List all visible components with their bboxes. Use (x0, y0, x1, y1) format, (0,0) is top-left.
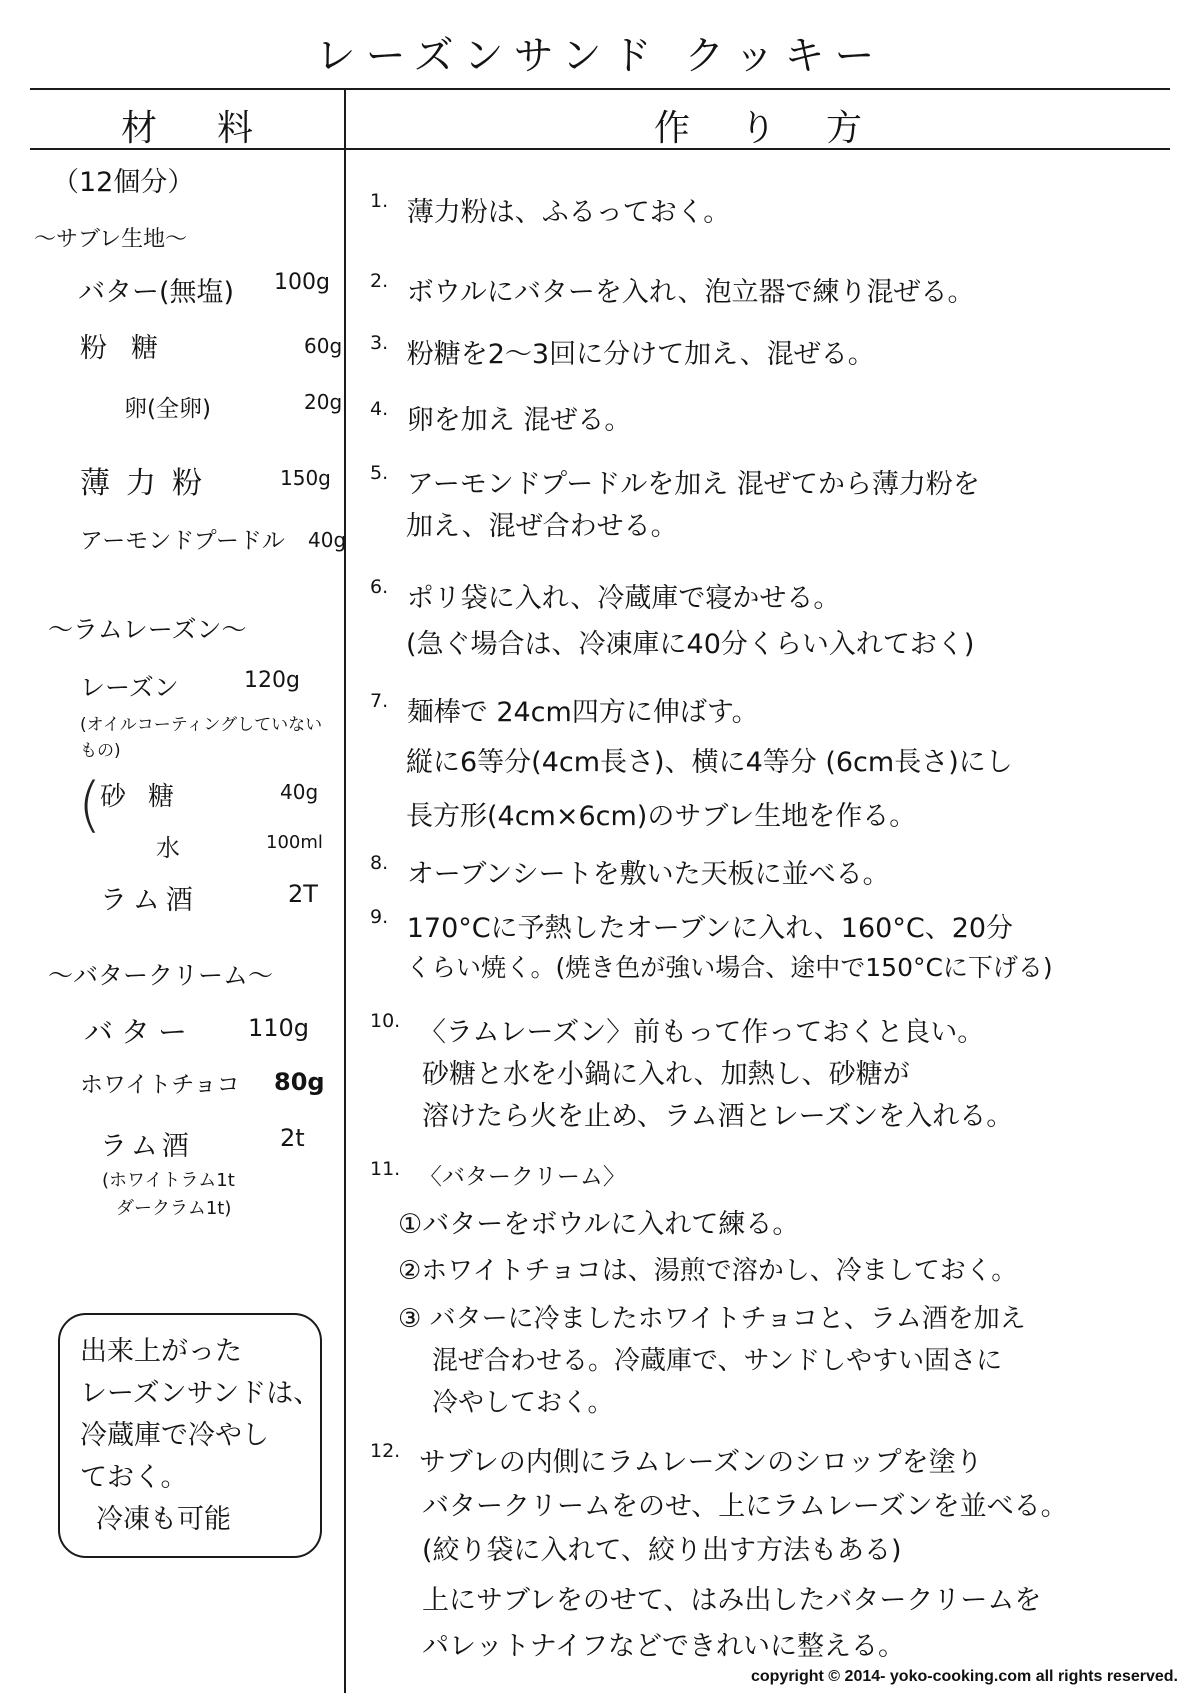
step-1 (370, 190, 730, 229)
step-text: 砂糖と水を小鍋に入れ、加熱し、砂糖が (422, 1059, 910, 1090)
servings: （12個分） (52, 167, 195, 198)
note-line: 出来上がった (80, 1336, 242, 1367)
step-number: 8. (370, 852, 389, 874)
ingredient-note: ダークラム1t) (116, 1198, 232, 1219)
ingredient-amount: 110g (248, 1014, 310, 1042)
step-4 (370, 398, 631, 437)
ingredient-amount: 2t (280, 1124, 305, 1152)
ingredient-name: バター (84, 1015, 196, 1049)
note-line: ておく。 (80, 1462, 188, 1493)
ingredient-row (78, 270, 348, 309)
butter-cream-heading: 〜バタークリーム〜 (48, 961, 274, 990)
ingredient-row (80, 458, 350, 502)
ingredient-name: バター(無塩) (78, 277, 235, 308)
step-text: 170°Cに予熱したオーブンに入れ、160°C、20分 (406, 913, 1014, 944)
step-8 (370, 852, 890, 891)
step-number: 6. (370, 576, 389, 598)
method-heading: 作り方 (653, 108, 912, 149)
ingredient-row (100, 878, 360, 917)
ingredient-name: レーズン (80, 673, 179, 702)
ingredient-row (80, 326, 350, 365)
page-title: レーズンサンド クッキー (315, 33, 885, 79)
step-text: ②ホワイトチョコは、湯煎で溶かし、冷ましておく。 (398, 1256, 1018, 1286)
sable-heading: 〜サブレ生地〜 (34, 227, 188, 252)
step-2 (370, 270, 975, 309)
step-number: 2. (370, 270, 389, 292)
step-number: 7. (370, 690, 389, 712)
ingredient-amount: 20g (304, 390, 343, 414)
step-number: 9. (370, 906, 389, 928)
ingredient-note: (ホワイトラム1t (102, 1170, 235, 1191)
step-text: アーモンドプードルを加え 混ぜてから薄力粉を (406, 469, 980, 500)
note-box (58, 1313, 322, 1558)
ingredients-heading: 材料 (120, 108, 313, 149)
step-text: 加え、混ぜ合わせる。 (406, 511, 678, 542)
step-number: 10. (370, 1010, 401, 1032)
rum-raisin-heading: 〜ラムレーズン〜 (48, 615, 247, 644)
step-number: 3. (370, 332, 389, 354)
ingredient-amount: 120g (244, 668, 300, 693)
ingredient-row (84, 1010, 354, 1051)
step-number: 11. (370, 1158, 401, 1180)
note-line: レーズンサンドは、 (80, 1378, 321, 1409)
step-text: 長方形(4cm×6cm)のサブレ生地を作る。 (406, 801, 917, 832)
ingredient-row (80, 668, 350, 704)
ingredient-amount: 80g (274, 1068, 325, 1096)
step-text: ③ バターに冷ましたホワイトチョコと、ラム酒を加え (398, 1304, 1026, 1334)
ingredient-name: ラム酒 (100, 885, 199, 916)
ingredient-amount: 100g (274, 270, 330, 295)
ingredient-row (80, 1066, 350, 1099)
ingredient-row (100, 776, 350, 813)
ingredient-amount: 40g (280, 780, 319, 804)
ingredient-row (124, 390, 354, 423)
ingredient-name: 薄力粉 (80, 466, 218, 501)
note-line: 冷蔵庫で冷やし (80, 1420, 269, 1451)
ingredient-name: ラム酒 (100, 1131, 193, 1162)
step-text: 卵を加え 混ぜる。 (406, 405, 632, 436)
step-text: 〈ラムレーズン〉前もって作っておくと良い。 (418, 1017, 985, 1048)
ingredient-row (100, 1124, 360, 1163)
ingredient-amount: 60g (304, 334, 343, 358)
ingredient-amount: 40g (308, 528, 347, 552)
ingredient-name: ホワイトチョコ (80, 1072, 240, 1098)
step-text: 粉糖を2〜3回に分けて加え、混ぜる。 (406, 339, 875, 370)
ingredient-name: 卵(全卵) (124, 396, 211, 422)
note-line: 冷凍も可能 (96, 1504, 231, 1535)
step-9 (370, 906, 1160, 986)
ingredient-name: 粉糖 (80, 333, 182, 364)
step-3 (370, 332, 875, 371)
step-text: 上にサブレをのせて、はみ出したバタークリームを (422, 1585, 1042, 1616)
step-text: バタークリームをのせ、上にラムレーズンを並べる。 (422, 1491, 1068, 1522)
step-text: パレットナイフなどできれいに整える。 (422, 1631, 906, 1662)
step-text: ポリ袋に入れ、冷蔵庫で寝かせる。 (406, 583, 841, 614)
step-text: 溶けたら火を止め、ラム酒とレーズンを入れる。 (422, 1101, 1014, 1132)
step-text: オーブンシートを敷いた天板に並べる。 (406, 859, 890, 890)
ingredient-name: アーモンドプードル (80, 528, 285, 554)
step-text: 〈バタークリーム〉 (418, 1164, 626, 1190)
step-text: (急ぐ場合は、冷凍庫に40分くらい入れておく) (406, 629, 975, 660)
step-text: 冷やしておく。 (432, 1388, 614, 1418)
step-text: 麺棒で 24cm四方に伸ばす。 (406, 697, 759, 728)
ingredient-amount: 150g (280, 466, 331, 490)
step-text: サブレの内側にラムレーズンのシロップを塗り (418, 1447, 983, 1478)
step-5 (370, 462, 1160, 542)
divider-top (30, 88, 1170, 90)
ingredient-name: 水 (156, 834, 180, 862)
ingredient-amount: 2T (288, 880, 318, 908)
ingredient-note: (オイルコーティングしていない (80, 715, 323, 735)
step-number: 5. (370, 462, 389, 484)
ingredient-amount: 100ml (266, 832, 323, 853)
step-11 (370, 1158, 1160, 1418)
ingredient-row (156, 828, 356, 863)
step-number: 1. (370, 190, 389, 212)
step-text: ボウルにバターを入れ、泡立器で練り混ぜる。 (406, 277, 975, 308)
step-text: 混ぜ合わせる。冷蔵庫で、サンドしやすい固さに (432, 1346, 1003, 1376)
step-7 (370, 690, 1160, 830)
step-12 (370, 1440, 1160, 1660)
ingredient-name: 砂糖 (100, 782, 197, 812)
step-number: 4. (370, 398, 389, 420)
step-text: ①バターをボウルに入れて練る。 (398, 1209, 800, 1240)
step-text: (絞り袋に入れて、絞り出す方法もある) (422, 1535, 902, 1566)
step-text: くらい焼く。(焼き色が強い場合、途中で150°Cに下げる) (406, 953, 1053, 982)
step-6 (370, 576, 1160, 660)
copyright-notice: copyright © 2014- yoko-cooking.com all rights reserved. (750, 1668, 1178, 1685)
ingredient-note: もの) (80, 741, 121, 761)
step-text: 薄力粉は、ふるっておく。 (406, 197, 731, 228)
bracket-symbol: ( (78, 770, 102, 840)
step-text: 縦に6等分(4cm長さ)、横に4等分 (6cm長さ)にし (406, 747, 1013, 778)
step-10 (370, 1010, 1160, 1130)
ingredient-row (80, 522, 350, 555)
step-number: 12. (370, 1440, 401, 1462)
